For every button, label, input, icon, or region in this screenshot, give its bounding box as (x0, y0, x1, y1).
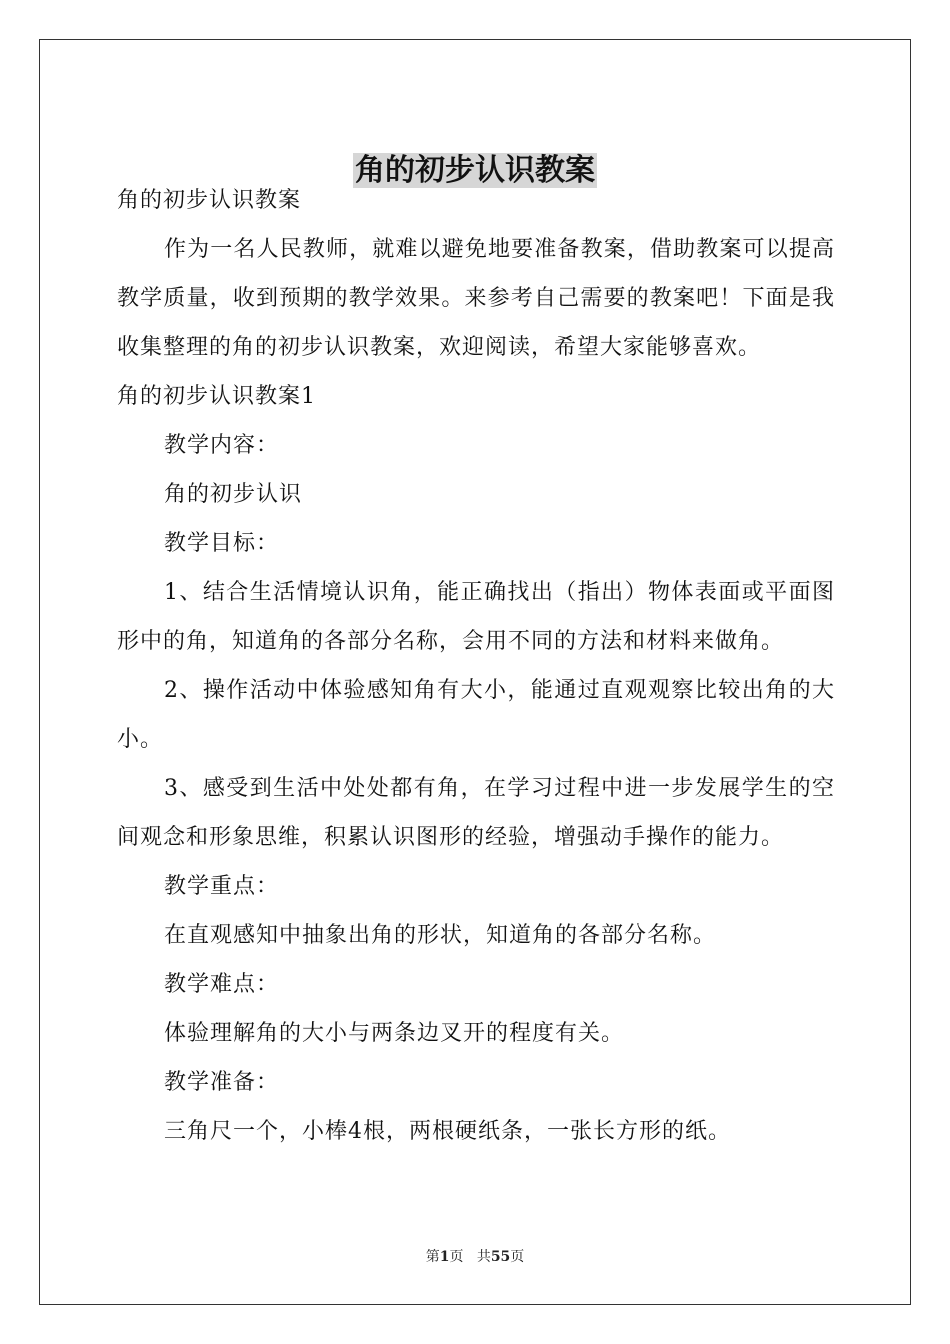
paragraph-goal-2: 2、操作活动中体验感知角有大小，能通过直观观察比较出角的大小。 (117, 678, 835, 752)
paragraph-difficulty-label: 教学难点： (164, 972, 280, 997)
title-text: 角的初步认识教案 (355, 153, 595, 189)
page-footer (0, 1247, 950, 1267)
paragraph-intro: 作为一名人民教师，就难以避免地要准备教案，借助教案可以提高教学质量，收到预期的教学效果。来参考自己需要的教案吧！下面是我收集整理的角的初步认识教案，欢迎阅读，希望大家能够喜欢。 (117, 237, 835, 360)
paragraph-goals-label: 教学目标： (164, 531, 280, 556)
footer-total-suffix: 页 (510, 1249, 525, 1265)
paragraph-key-points: 在直观感知中抽象出角的形状，知道角的各部分名称。 (164, 923, 717, 948)
footer-current-page: 1 (439, 1249, 450, 1265)
paragraph-content: 角的初步认识 (164, 482, 303, 507)
footer-page-suffix: 页 (449, 1249, 464, 1265)
paragraph-preparation-label: 教学准备： (164, 1070, 280, 1095)
footer-prefix: 第 (425, 1249, 440, 1265)
footer-total-pages: 55 (490, 1249, 511, 1265)
paragraph-content-label: 教学内容： (164, 433, 280, 458)
paragraph-section-heading: 角的初步认识教案1 (117, 384, 316, 409)
paragraph-goal-3: 3、感受到生活中处处都有角，在学习过程中进一步发展学生的空间观念和形象思维，积累认识图形的经验，增强动手操作的能力。 (117, 776, 835, 850)
paragraph-preparation: 三角尺一个，小棒4根，两根硬纸条，一张长方形的纸。 (164, 1119, 731, 1144)
paragraph-difficulty: 体验理解角的大小与两条边叉开的程度有关。 (164, 1021, 625, 1046)
paragraph-subtitle: 角的初步认识教案 (117, 188, 302, 213)
footer-total-prefix: 共 (476, 1249, 491, 1265)
paragraph-key-points-label: 教学重点： (164, 874, 280, 899)
paragraph-goal-1: 1、结合生活情境认识角，能正确找出（指出）物体表面或平面图形中的角，知道角的各部分名称，会用不同的方法和材料来做角。 (117, 580, 835, 654)
document-body (117, 176, 835, 1156)
